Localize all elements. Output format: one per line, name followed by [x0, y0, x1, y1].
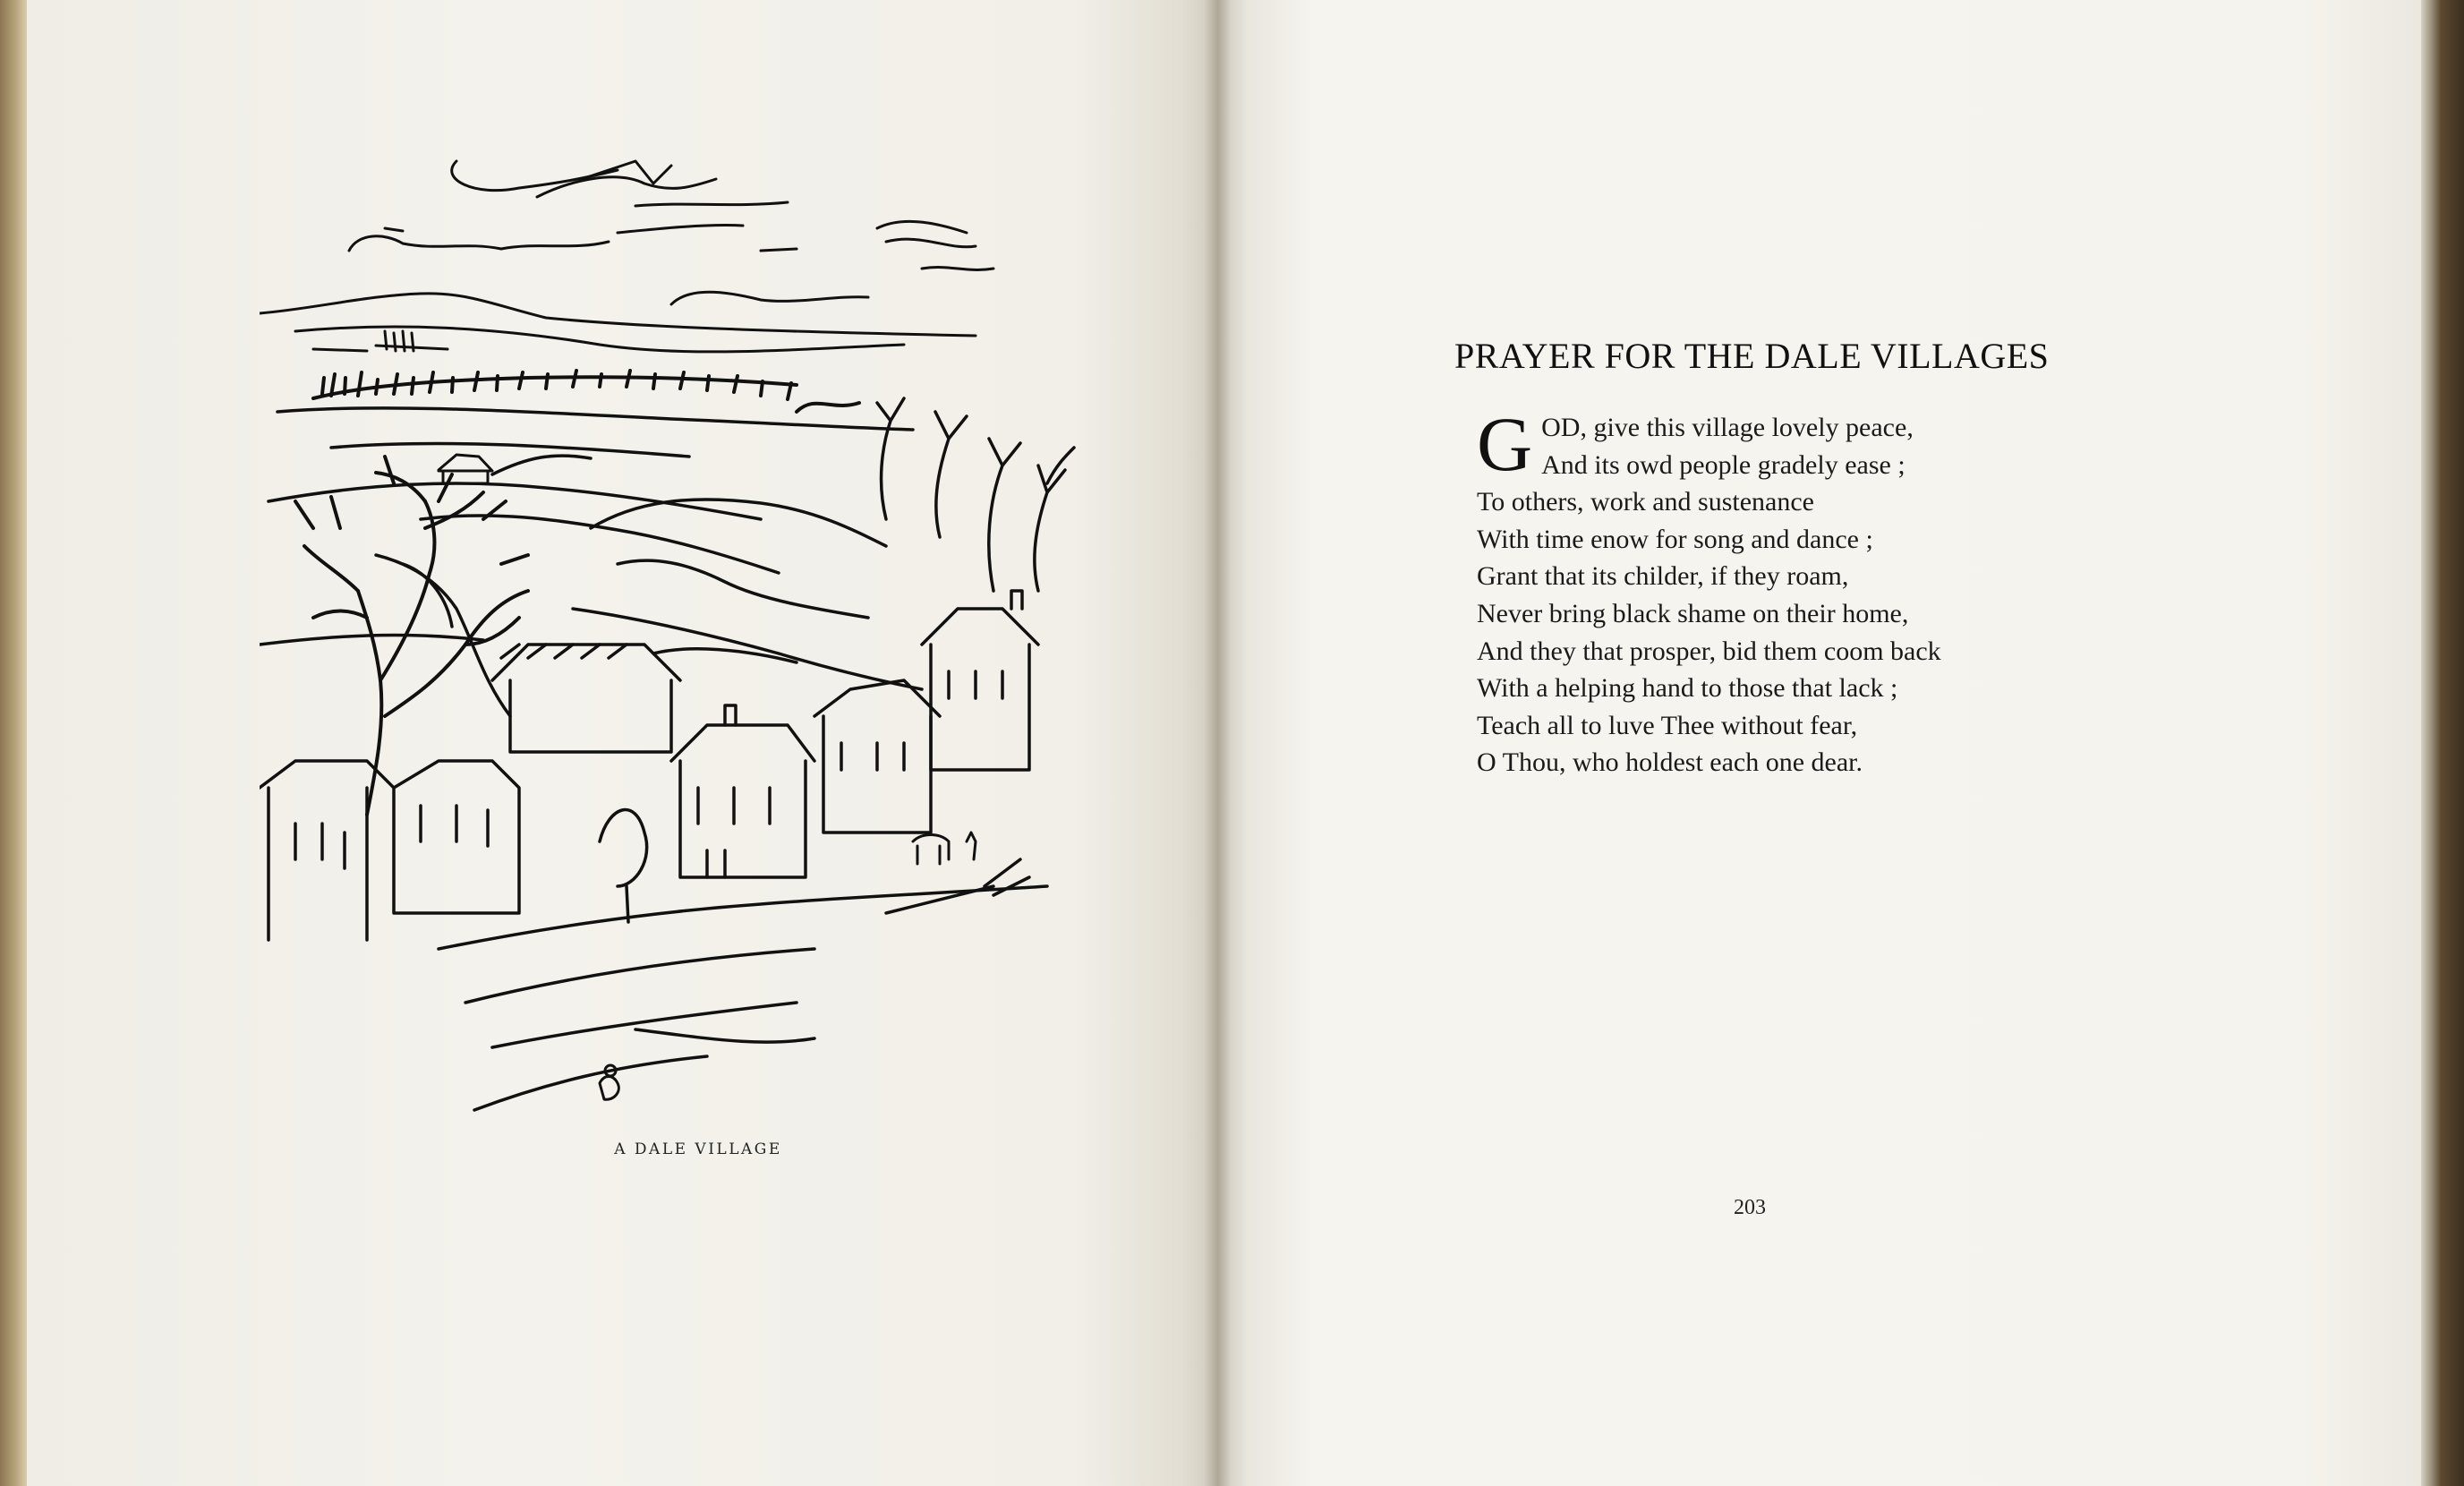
poem-line: With time enow for song and dance ; [1477, 524, 1873, 554]
foreground-road [439, 859, 1047, 1110]
poem-line: Teach all to luve Thee without fear, [1477, 710, 1858, 740]
poem-line: Grant that its childer, if they roam, [1477, 561, 1849, 592]
poem-line: To others, work and sustenance [1477, 487, 1814, 517]
poem-line: And its owd people gradely ease ; [1541, 449, 1906, 480]
poem-line: With a helping hand to those that lack ; [1477, 673, 1898, 704]
distant-hills [260, 294, 976, 352]
tree-line [313, 371, 859, 412]
poem-title: PRAYER FOR THE DALE VILLAGES [1454, 336, 2050, 376]
sky-strokes [349, 161, 993, 304]
opening-lines [1477, 409, 2085, 483]
page-edges [2421, 0, 2464, 1486]
page-number: 203 [1734, 1196, 1766, 1219]
right-trees [877, 398, 1074, 591]
field-walls [260, 408, 922, 716]
poem-body [1477, 409, 2085, 781]
book-gutter [1204, 0, 1231, 1486]
dale-village-illustration [260, 143, 1083, 1137]
illustration-caption: A DALE VILLAGE [614, 1140, 782, 1158]
distant-farmhouse [439, 455, 492, 483]
poem-line: OD, give this village lovely peace, [1541, 413, 1914, 442]
poem-line: O Thou, who holdest each one dear. [1477, 747, 1863, 778]
poem-line: Never bring black shame on their home, [1477, 598, 1909, 628]
poem-line: And they that prosper, bid them coom back [1477, 636, 1941, 666]
drop-cap: G [1477, 409, 1533, 484]
